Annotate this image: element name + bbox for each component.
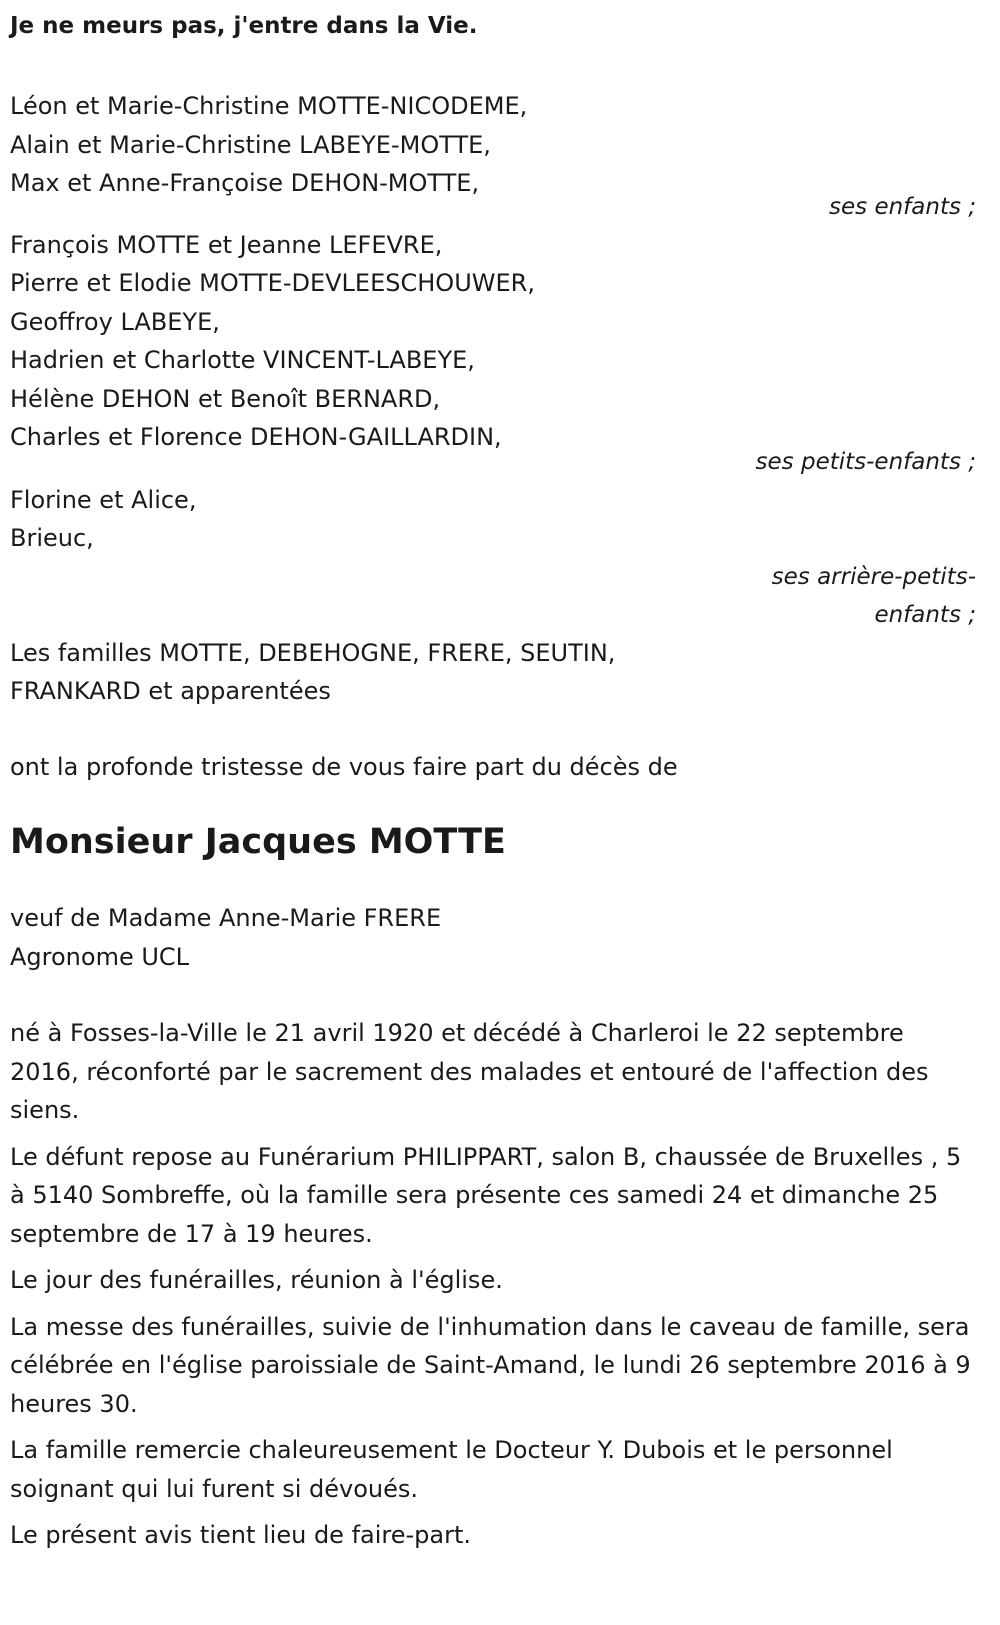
grandchildren-role: ses petits-enfants ; bbox=[755, 448, 976, 475]
repose-paragraph: Le défunt repose au Funérarium PHILIPPART, salon B, chaussée de Bruxelles , 5 à 5140 Sombreffe, où la famille sera présente ces samedi 24 et dimanche 25 septembre de 17 à 19 heures. bbox=[10, 1142, 962, 1248]
thanks-paragraph: La famille remercie chaleureusement le Docteur Y. Dubois et le personnel soignant qui lui furent si dévoués. bbox=[10, 1436, 893, 1503]
widower-of: veuf de Madame Anne-Marie FRERE bbox=[10, 904, 442, 932]
list-item: Léon et Marie-Christine MOTTE-NICODEME, bbox=[10, 92, 528, 120]
children-role: ses enfants ; bbox=[829, 193, 976, 220]
list-item: Max et Anne-Françoise DEHON-MOTTE, bbox=[10, 169, 480, 197]
epigraph: Je ne meurs pas, j'entre dans la Vie. bbox=[10, 13, 478, 39]
funeral-mass-paragraph: La messe des funérailles, suivie de l'inhumation dans le caveau de famille, sera célébrée en l'église paroissiale de Saint-Amand, le lundi 26 septembre 2016 à 9 heures 30. bbox=[10, 1312, 971, 1418]
list-item: Brieuc, bbox=[10, 524, 94, 552]
grandchildren-list bbox=[10, 226, 980, 457]
families: Les familles MOTTE, DEBEHOGNE, FRERE, SEUTIN, FRANKARD et apparentées bbox=[10, 638, 616, 705]
list-item: Florine et Alice, bbox=[10, 485, 197, 514]
great-grandchildren-list bbox=[10, 481, 980, 558]
obituary-notice bbox=[10, 0, 980, 1555]
deceased-name: Monsieur Jacques MOTTE bbox=[10, 822, 506, 862]
birth-death-paragraph: né à Fosses-la-Ville le 21 avril 1920 et décédé à Charleroi le 22 septembre 2016, réconforté par le sacrement des malades et entouré de l'affection des siens. bbox=[10, 1019, 929, 1124]
list-item: Hadrien et Charlotte VINCENT-LABEYE, bbox=[10, 346, 475, 374]
list-item: Alain et Marie-Christine LABEYE-MOTTE, bbox=[10, 130, 491, 159]
list-item: Charles et Florence DEHON-GAILLARDIN, bbox=[10, 423, 502, 451]
occupation: Agronome UCL bbox=[10, 942, 190, 971]
notice-paragraph: Le présent avis tient lieu de faire-part. bbox=[10, 1521, 472, 1549]
children-list bbox=[10, 87, 980, 203]
list-item: François MOTTE et Jeanne LEFEVRE, bbox=[10, 230, 443, 259]
church-meeting-paragraph: Le jour des funérailles, réunion à l'église. bbox=[10, 1266, 503, 1294]
great-grandchildren-role: ses arrière-petits-enfants ; bbox=[771, 563, 976, 628]
announcement: ont la profonde tristesse de vous faire part du décès de bbox=[10, 752, 678, 781]
list-item: Hélène DEHON et Benoît BERNARD, bbox=[10, 384, 441, 413]
list-item: Geoffroy LABEYE, bbox=[10, 307, 220, 336]
list-item: Pierre et Elodie MOTTE-DEVLEESCHOUWER, bbox=[10, 269, 535, 297]
